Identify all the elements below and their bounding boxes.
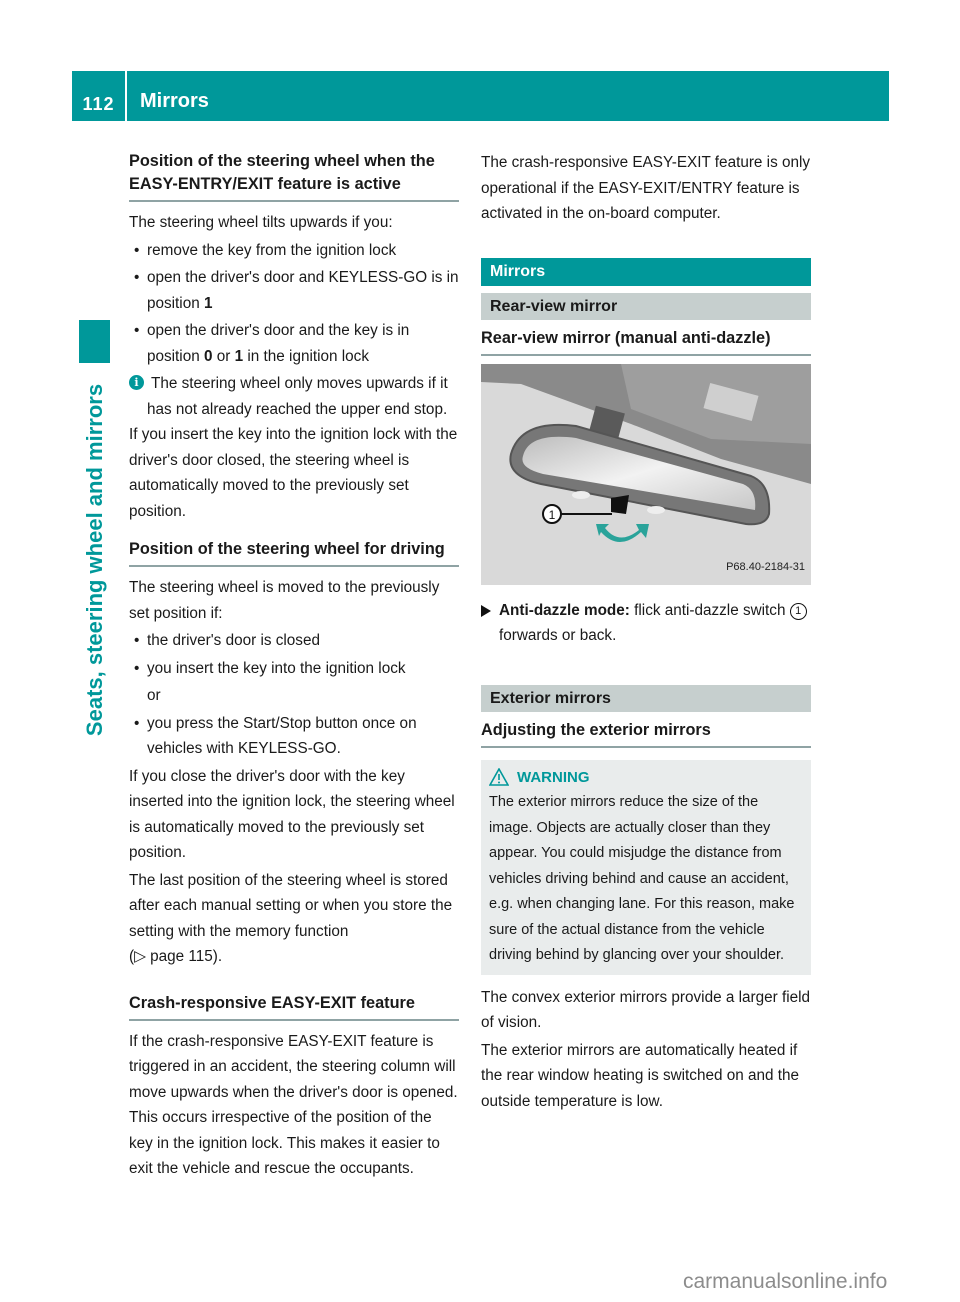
left-column	[129, 150, 459, 1182]
paragraph: The crash-responsive EASY-EXIT feature is only operational if the EASY-EXIT/ENTRY feature is activated in the on-board computer.	[481, 154, 811, 222]
or-text: or	[147, 687, 161, 704]
paragraph: The steering wheel tilts upwards if you:	[129, 214, 393, 231]
anti-dazzle-switch	[611, 495, 629, 514]
list-item: • the driver's door is closed	[129, 628, 459, 654]
paragraph: The convex exterior mirrors provide a larger field of vision.	[481, 988, 811, 1031]
chapter-tab-marker	[79, 320, 110, 363]
heading-easy-entry-exit: Position of the steering wheel when the EASY-ENTRY/EXIT feature is active	[129, 150, 459, 202]
rearview-mirror-figure	[481, 364, 811, 585]
warning-title: WARNING	[517, 768, 590, 786]
heading-crash-easy-exit: Crash-responsive EASY-EXIT feature	[129, 992, 459, 1021]
list-item: • you press the Start/Stop button once on vehicles with KEYLESS-GO.	[129, 711, 459, 762]
watermark: carmanualsonline.info	[683, 1270, 888, 1293]
page-reference-link[interactable]: (▷ page 115).	[129, 948, 223, 965]
warning-box	[481, 760, 811, 975]
list-item: • open the driver's door and KEYLESS-GO is in position 1	[129, 265, 459, 316]
paragraph: The last position of the steering wheel is stored after each manual setting or when you store the setting with the memory function (▷ page 115).	[129, 868, 459, 970]
info-icon: i	[129, 375, 144, 390]
section-title: Mirrors	[127, 71, 889, 121]
list-item: • you insert the key into the ignition lock	[129, 656, 459, 682]
list-item: • open the driver's door and the key is in position 0 or 1 in the ignition lock	[129, 318, 459, 369]
callout-ref: 1	[790, 603, 807, 620]
section-crash-easy-exit	[129, 992, 459, 1182]
mirror-illustration	[481, 364, 811, 585]
list-item: • remove the key from the ignition lock	[129, 238, 459, 264]
right-column	[481, 150, 811, 1114]
subsection-band-exterior: Exterior mirrors	[481, 685, 811, 712]
section-driving-position	[129, 538, 459, 970]
paragraph: If you insert the key into the ignition lock with the driver's door closed, the steering wheel is automatically moved to the previously set position.	[129, 426, 458, 520]
step-arrow-icon	[481, 605, 491, 617]
bullet-list	[129, 238, 459, 370]
paragraph: The exterior mirrors are automatically heated if the rear window heating is switched on and the outside temperature is low.	[481, 1041, 800, 1110]
paragraph: If you close the driver's door with the key inserted into the ignition lock, the steering wheel is automatically moved to the previously set position.	[129, 767, 455, 861]
callout-number: 1	[548, 507, 556, 522]
page-header	[72, 71, 889, 121]
section-easy-entry-exit	[129, 150, 459, 524]
warning-text: The exterior mirrors reduce the size of the image. Objects are actually closer than they appear. You could misjudge the distance from vehicles driving behind and cause an accident, e.g. when changing lane. For this reason, make sure of the actual distance from the vehicle driving behind by glancing over your shoulder.	[489, 794, 795, 963]
info-note: i The steering wheel only moves upwards if it has not already reached the upper end stop.	[129, 371, 459, 422]
section-band-mirrors: Mirrors	[481, 258, 811, 286]
page-number: 112	[72, 71, 125, 121]
bullet-list	[129, 628, 459, 681]
bullet-list	[129, 711, 459, 762]
heading-rearview-manual: Rear-view mirror (manual anti-dazzle)	[481, 327, 811, 356]
warning-triangle-icon	[489, 768, 509, 786]
arrow-icon: ▷	[134, 948, 146, 965]
subsection-band-rearview: Rear-view mirror	[481, 293, 811, 320]
paragraph: The steering wheel is moved to the previously set position if:	[129, 579, 440, 622]
chapter-tab-label: Seats, steering wheel and mirrors	[81, 383, 107, 737]
chapter-tab	[79, 370, 110, 750]
heading-driving-position: Position of the steering wheel for driving	[129, 538, 459, 567]
instruction-step: Anti-dazzle mode: flick anti-dazzle switch 1 forwards or back.	[481, 598, 811, 649]
heading-adjust-exterior: Adjusting the exterior mirrors	[481, 719, 811, 748]
paragraph: If the crash-responsive EASY-EXIT feature is triggered in an accident, the steering column will move upwards when the driver's door is opened. This occurs irrespective of the position of the key in the ignition lock. This makes it easier to exit the vehicle and rescue the occupants.	[129, 1032, 458, 1177]
figure-code: P68.40-2184-31	[726, 561, 805, 573]
warning-header	[489, 765, 803, 791]
